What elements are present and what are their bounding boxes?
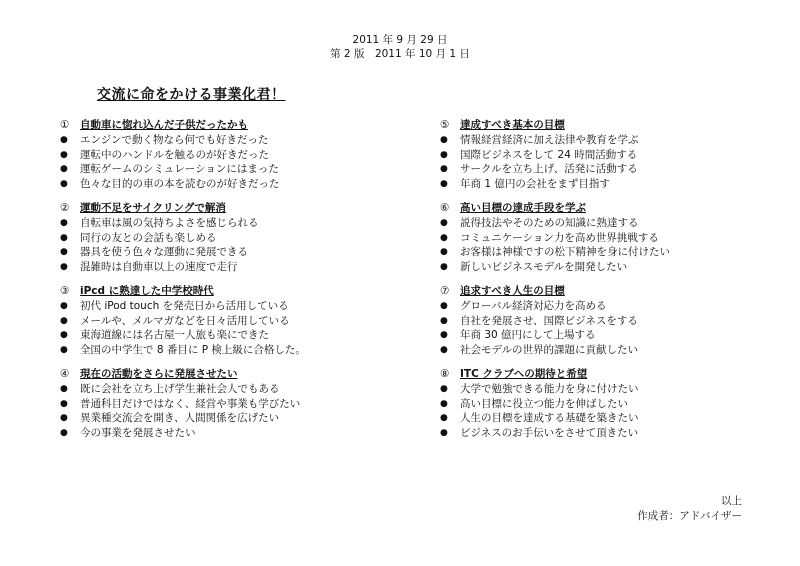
bullet-icon: ● [60, 330, 68, 340]
list-item [440, 382, 760, 397]
closing-block [637, 494, 742, 524]
list-item-text: 運転ゲームのシミュレーションにはまった [80, 163, 279, 175]
section-item-list [440, 299, 760, 357]
section-heading [60, 118, 380, 133]
bullet-icon: ● [440, 344, 448, 355]
list-item [440, 260, 760, 275]
bullet-icon: ● [60, 135, 68, 145]
list-item-text: 色々な目的の車の本を読むのが好きだった [80, 177, 280, 190]
list-item [60, 245, 380, 260]
section-title: ITC クラブへの期待と希望 [460, 368, 588, 380]
bullet-icon: ● [60, 218, 68, 228]
section-5 [440, 118, 760, 191]
bullet-icon: ● [440, 315, 448, 326]
bullet-icon: ● [60, 344, 68, 355]
list-item [60, 133, 380, 148]
list-item [440, 299, 760, 314]
section-title: 現在の活動をさらに発展させたい [80, 368, 238, 380]
list-item-text: ビジネスのお手伝いをさせて頂きたい [460, 426, 639, 439]
list-item [60, 231, 380, 246]
section-item-list [440, 382, 760, 440]
list-item [440, 245, 760, 260]
list-item-text: 自転車は風の気持ちよさを感じられる [80, 217, 259, 229]
document-date: 2011 年 9 月 29 日 [352, 34, 448, 46]
list-item [440, 231, 760, 246]
list-item-text: 国際ビジネスをして 24 時間活動する [460, 148, 638, 161]
list-item [440, 133, 760, 148]
list-item [60, 162, 380, 177]
section-number: ⑥ [440, 202, 450, 214]
list-item [440, 343, 760, 358]
section-1 [60, 118, 380, 191]
list-item-text: 新しいビジネスモデルを開発したい [460, 260, 628, 273]
list-item [60, 411, 380, 426]
section-3 [60, 284, 380, 357]
list-item-text: 人生の目標を達成する基礎を築きたい [460, 412, 639, 424]
section-item-list [60, 382, 380, 440]
section-number: ① [60, 119, 70, 131]
list-item-text: メールや、メルマガなどを日々活用している [80, 314, 290, 327]
section-4 [60, 367, 380, 440]
bullet-icon: ● [440, 398, 448, 409]
list-item-text: 運転中のハンドルを触るのが好きだった [80, 148, 269, 161]
list-item-text: サークルを立ち上げ、活発に活動する [460, 163, 638, 175]
list-item-text: 初代 iPod touch を発売日から活用している [80, 300, 289, 312]
section-7 [440, 284, 760, 357]
list-item-text: 説得技法やそのための知識に熟達する [460, 217, 639, 229]
author-line: 作成者：アドバイザー [637, 510, 742, 522]
bullet-icon: ● [60, 398, 68, 409]
bullet-icon: ● [60, 247, 68, 257]
section-number: ③ [60, 285, 70, 297]
bullet-icon: ● [440, 149, 448, 160]
list-item [60, 397, 380, 412]
section-item-list [440, 216, 760, 274]
bullet-icon: ● [60, 178, 68, 189]
section-item-list [60, 133, 380, 191]
bullet-icon: ● [440, 135, 448, 145]
list-item-text: 社会モデルの世界的課題に貢献したい [460, 343, 638, 356]
bullet-icon: ● [440, 178, 448, 189]
section-8 [440, 367, 760, 440]
section-number: ⑦ [440, 285, 450, 297]
bullet-icon: ● [440, 427, 448, 438]
section-number: ② [60, 202, 70, 214]
list-item [440, 426, 760, 441]
list-item [440, 148, 760, 163]
list-item-text: 自社を発展させ、国際ビジネスをする [460, 314, 638, 327]
section-heading [440, 118, 760, 133]
bullet-icon: ● [60, 413, 68, 423]
section-heading [60, 201, 380, 216]
bullet-icon: ● [60, 301, 68, 311]
list-item [60, 426, 380, 441]
list-item-text: コミュニケーション力を高め世界挑戦する [460, 231, 659, 244]
section-title: 達成すべき基本の目標 [460, 119, 565, 131]
section-heading [440, 201, 760, 216]
bullet-icon: ● [440, 232, 448, 243]
list-item [440, 397, 760, 412]
section-number: ⑤ [440, 119, 450, 131]
date-block [0, 33, 800, 61]
bullet-icon: ● [60, 232, 68, 243]
bullet-icon: ● [440, 164, 448, 174]
bullet-icon: ● [440, 261, 448, 272]
list-item-text: 全国の中学生で 8 番目に P 検上級に合格した。 [80, 343, 306, 356]
section-number: ⑧ [440, 368, 450, 380]
section-2 [60, 201, 380, 274]
section-item-list [60, 216, 380, 274]
list-item-text: 異業種交流会を開き、人間関係を広げたい [80, 412, 280, 424]
list-item [440, 314, 760, 329]
list-item [440, 162, 760, 177]
bullet-icon: ● [440, 218, 448, 228]
bullet-icon: ● [60, 384, 68, 394]
bullet-icon: ● [440, 384, 448, 394]
list-item-text: 既に会社を立ち上げ学生兼社会人でもある [80, 383, 280, 395]
list-item-text: 年商 30 億円にして上場する [460, 329, 596, 341]
end-mark: 以上 [721, 495, 742, 507]
section-heading [440, 284, 760, 299]
section-title: 追求すべき人生の目標 [460, 285, 565, 297]
list-item-text: 混雑時は自動車以上の速度で走行 [80, 260, 238, 273]
bullet-icon: ● [440, 247, 448, 257]
list-item [60, 343, 380, 358]
bullet-icon: ● [60, 149, 68, 160]
list-item [60, 299, 380, 314]
section-heading [60, 367, 380, 382]
list-item-text: 普通科目だけではなく、経営や事業も学びたい [80, 397, 301, 410]
list-item-text: 大学で勉強できる能力を身に付けたい [460, 383, 639, 395]
list-item [60, 382, 380, 397]
list-item-text: 高い目標に役立つ能力を伸ばしたい [460, 397, 628, 410]
list-item-text: エンジンで動く物なら何でも好きだった [80, 134, 269, 146]
list-item-text: 器具を使う色々な運動に発展できる [80, 246, 248, 258]
bullet-icon: ● [440, 301, 448, 311]
section-title: 高い目標の達成手段を学ぶ [460, 202, 586, 214]
section-title: 自動車に惚れ込んだ子供だったかも [80, 119, 248, 131]
bullet-icon: ● [440, 330, 448, 340]
list-item [60, 328, 380, 343]
list-item [440, 177, 760, 192]
section-title: iPcd に熟達した中学校時代 [80, 285, 214, 297]
bullet-icon: ● [440, 413, 448, 423]
list-item-text: 東海道線には名古屋一人旅も楽にできた [80, 329, 269, 341]
list-item [60, 260, 380, 275]
list-item [440, 216, 760, 231]
revision-date: 第 2 版 2011 年 10 月 1 日 [330, 48, 470, 60]
list-item-text: 年商 1 億円の会社をまず目指す [460, 177, 610, 190]
bullet-icon: ● [60, 261, 68, 272]
list-item [440, 411, 760, 426]
section-number: ④ [60, 368, 70, 380]
list-item [60, 216, 380, 231]
section-heading [60, 284, 380, 299]
list-item-text: 同行の友との会話も楽しめる [80, 231, 217, 244]
list-item-text: 今の事業を発展させたい [80, 426, 196, 439]
list-item-text: お客様は神様ですの松下精神を身に付けたい [460, 246, 670, 258]
section-item-list [440, 133, 760, 191]
list-item-text: 情報経営経済に加え法律や教育を学ぶ [460, 134, 639, 146]
document-title: 交流に命をかける事業化君！ [97, 87, 286, 103]
list-item [440, 328, 760, 343]
list-item-text: グローバル経済対応力を高める [460, 300, 607, 312]
list-item [60, 177, 380, 192]
bullet-icon: ● [60, 315, 68, 326]
list-item [60, 314, 380, 329]
bullet-icon: ● [60, 164, 68, 174]
bullet-icon: ● [60, 427, 68, 438]
section-heading [440, 367, 760, 382]
section-item-list [60, 299, 380, 357]
section-6 [440, 201, 760, 274]
section-title: 運動不足をサイクリングで解消 [80, 202, 226, 214]
list-item [60, 148, 380, 163]
